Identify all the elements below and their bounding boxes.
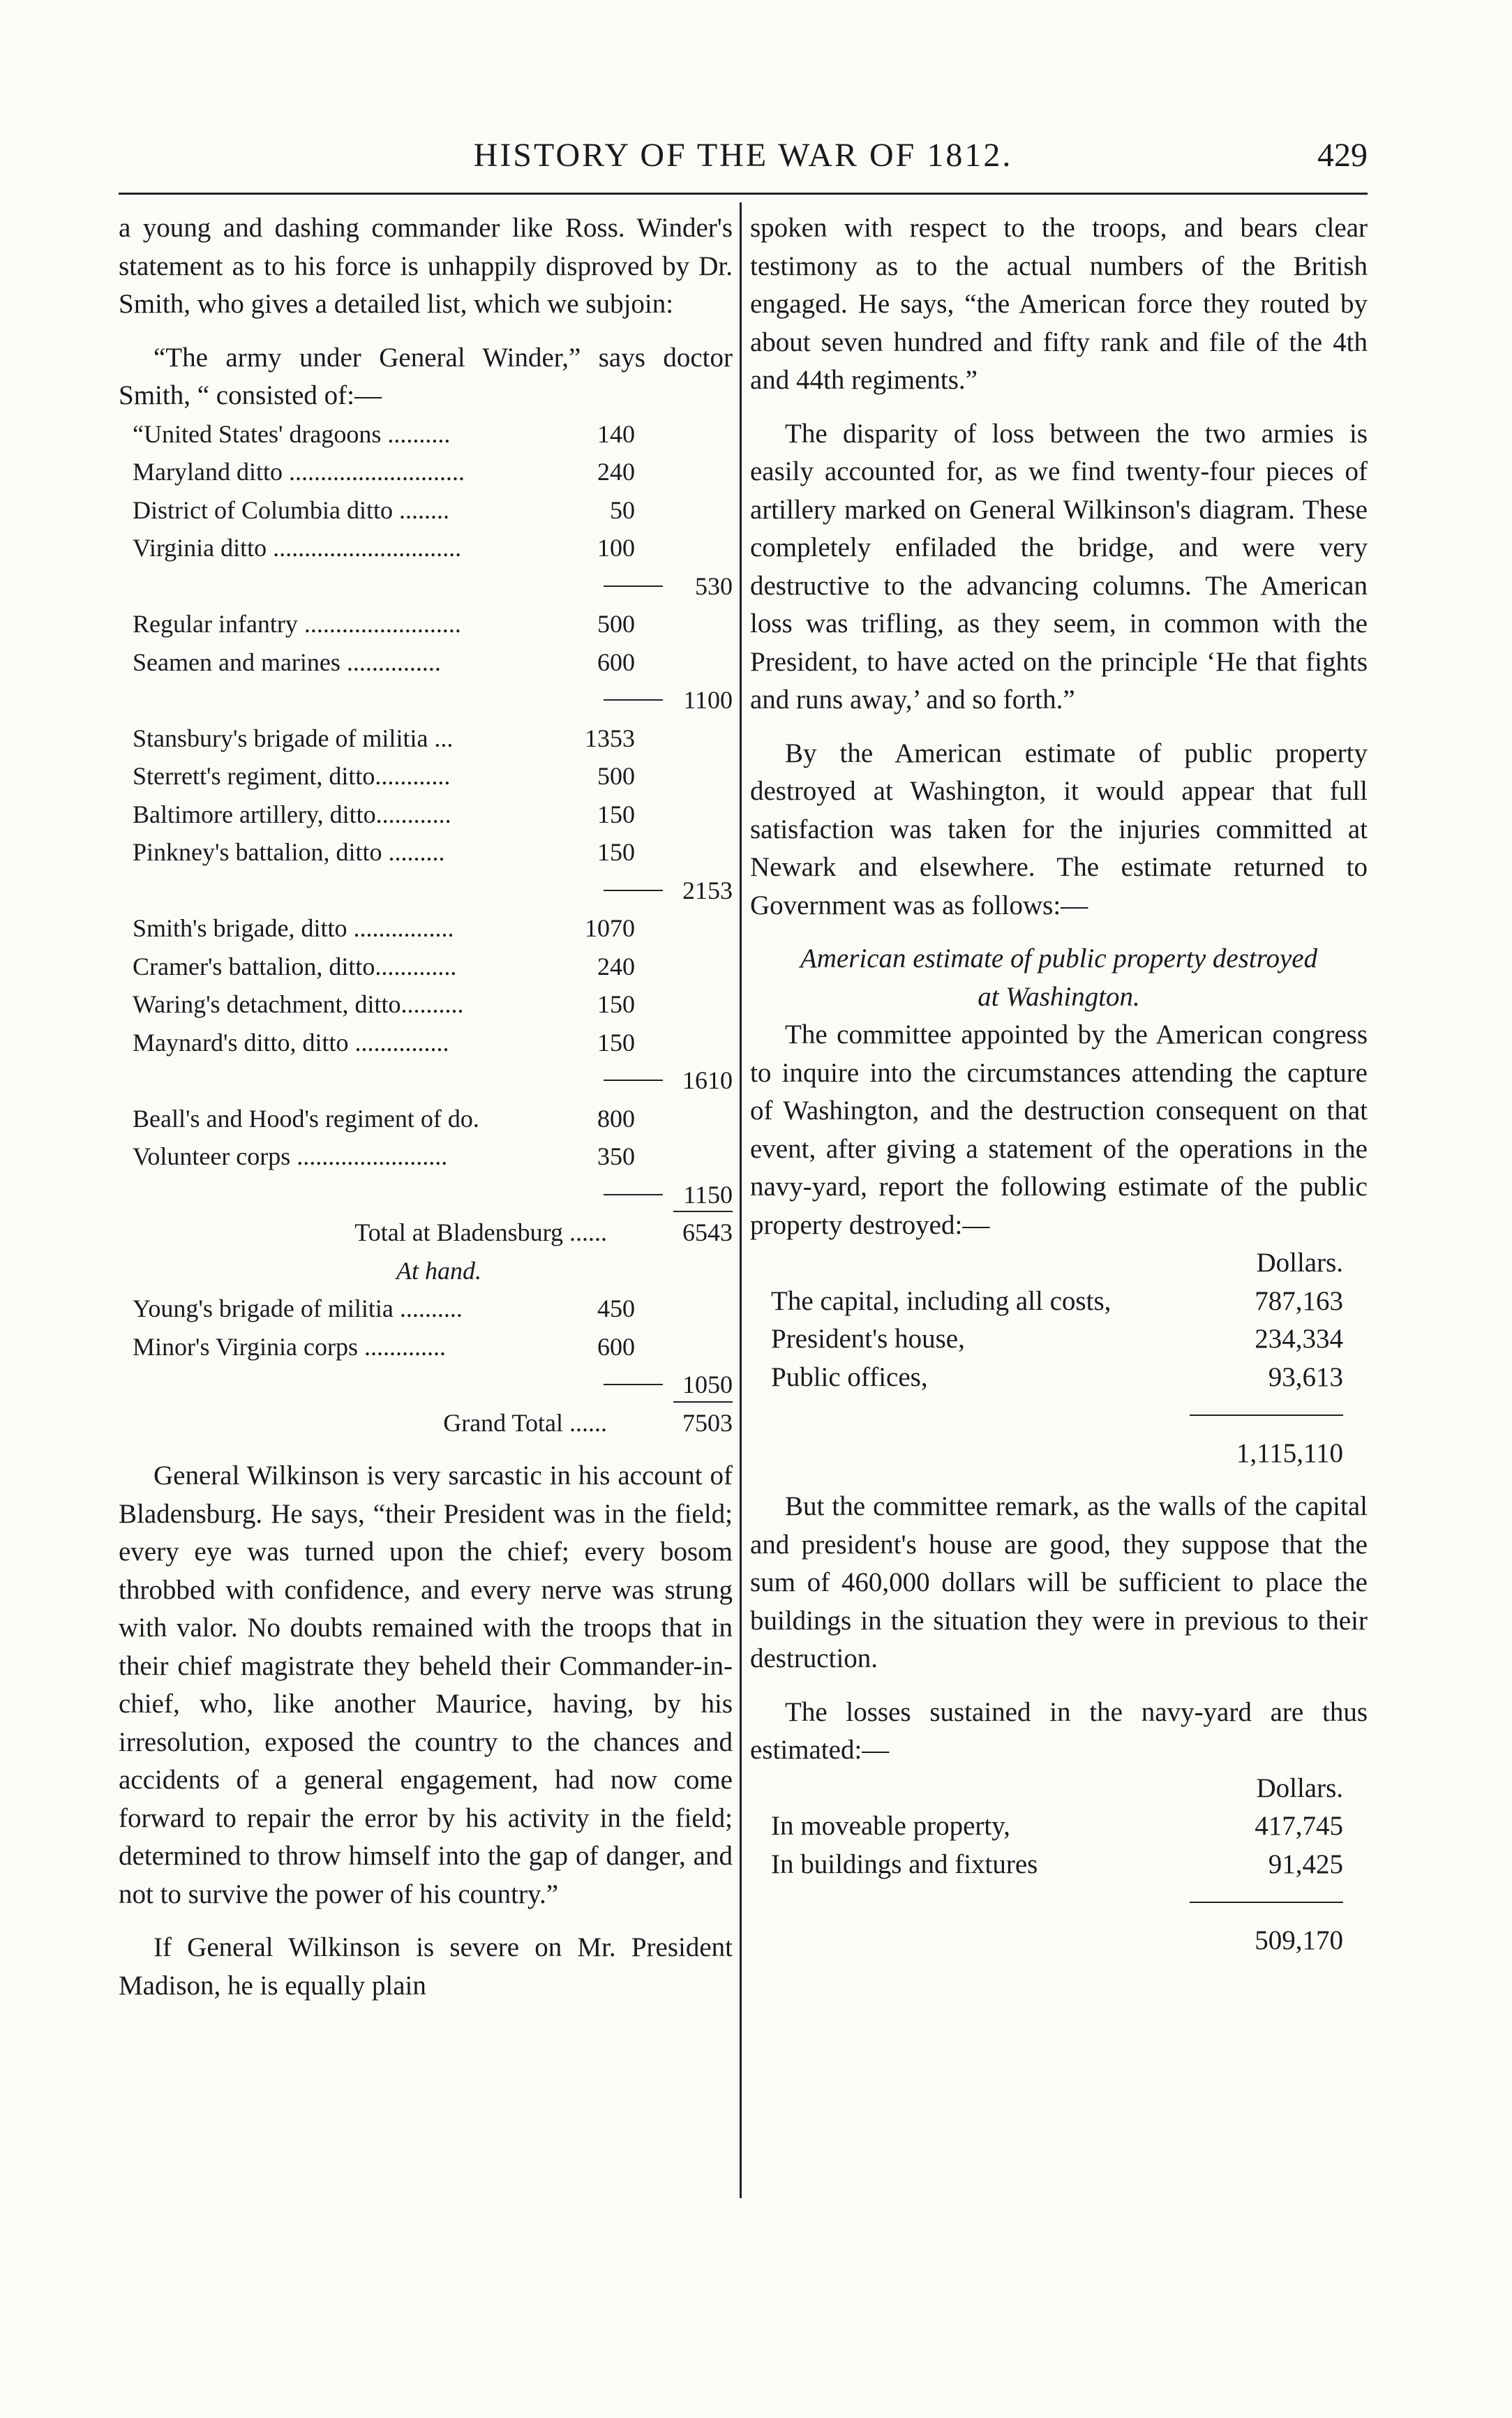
table2-total: 509,170 bbox=[1255, 1925, 1343, 1955]
subtotal-row bbox=[119, 1061, 733, 1100]
subtotal-value: 1150 bbox=[683, 1180, 733, 1209]
unit-count: 350 bbox=[597, 1142, 635, 1170]
table1-label: President's house, bbox=[771, 1324, 965, 1354]
unit-name: Seamen and marines ............... bbox=[133, 648, 441, 676]
unit-name: Sterrett's regiment, ditto............ bbox=[133, 762, 451, 790]
table2-label: In moveable property, bbox=[771, 1811, 1010, 1841]
subtotal-value: 1050 bbox=[682, 1371, 733, 1398]
list-item bbox=[119, 833, 733, 872]
table-row bbox=[750, 1807, 1368, 1846]
unit-name: Young's brigade of militia .......... bbox=[133, 1294, 463, 1322]
list-item bbox=[119, 909, 733, 948]
list-item bbox=[119, 796, 733, 834]
list-item bbox=[119, 1328, 733, 1366]
table2-total-row bbox=[750, 1922, 1368, 1960]
unit-name: “United States' dragoons .......... bbox=[133, 419, 451, 448]
subtotal-rule bbox=[604, 1080, 663, 1081]
unit-count: 1353 bbox=[585, 724, 635, 752]
list-item bbox=[119, 529, 733, 567]
section-label bbox=[119, 1252, 733, 1290]
unit-name: Maryland ditto ............................ bbox=[133, 458, 465, 486]
list-item bbox=[119, 1290, 733, 1328]
page-number: 429 bbox=[1317, 137, 1368, 174]
table-row bbox=[750, 1320, 1368, 1359]
unit-name: Minor's Virginia corps ............. bbox=[133, 1332, 446, 1361]
unit-name: Beall's and Hood's regiment of do. bbox=[133, 1104, 479, 1133]
table2-rule-row bbox=[750, 1883, 1368, 1922]
list-item bbox=[119, 1137, 733, 1176]
committee-paragraph: The committee appointed by the American congress to inquire into the circumstances attending the capture of Washington, and the destruction consequent on that event, after giving a statement of the operations in the navy-yard, report the following estimate of the public property destroyed:— bbox=[750, 1020, 1368, 1240]
table1-total-row bbox=[750, 1435, 1368, 1473]
unit-count: 50 bbox=[610, 495, 635, 524]
subtotal-value: 530 bbox=[695, 572, 733, 600]
wilkinson-paragraph: General Wilkinson is very sarcastic in his account of Bladensburg. He says, “their President was in the field; every eye was turned upon the chief; every bosom throbbed with confidence, and every nerve was strung with valor. No doubts remained with the troops that in their chief magistrate they beheld their Commander-in-chief, who, like another Maurice, having, by his irresolution, exposed the country to the chances and accidents of a general engagement, had now come forward to repair the error by his activity in the field; determined to throw himself into the gap of danger, and not to survive the power of his country.” bbox=[119, 1461, 733, 1909]
unit-count: 240 bbox=[597, 952, 635, 980]
subtotal-value: 1610 bbox=[682, 1066, 733, 1094]
unit-name: Volunteer corps ........................ bbox=[133, 1142, 448, 1170]
header-rule bbox=[119, 193, 1368, 195]
unit-name: Smith's brigade, ditto ................ bbox=[133, 914, 454, 942]
continuation-paragraph: spoken with respect to the troops, and bears clear testimony as to the actual numbers of the British engaged. He says, “the American force they routed by about seven hundred and fifty rank and file of the 4th and 44th regiments.” bbox=[750, 213, 1368, 395]
total-rule bbox=[673, 1401, 733, 1403]
list-item bbox=[119, 415, 733, 454]
quote-intro: “The army under General Winder,” says doctor Smith, “ consisted of:— bbox=[119, 342, 733, 410]
table1-value: 93,613 bbox=[1268, 1361, 1343, 1392]
total-rule bbox=[673, 1211, 733, 1212]
table1-value: 234,334 bbox=[1255, 1324, 1343, 1354]
unit-name: Cramer's battalion, ditto............. bbox=[133, 952, 457, 980]
intro-paragraph: a young and dashing commander like Ross. Winder's statement as to his force is unhappily disproved by Dr. Smith, who gives a detailed list, which we subjoin: bbox=[119, 213, 733, 319]
table-row bbox=[750, 1283, 1368, 1321]
estimate-caption-line1: American estimate of public property destroyed bbox=[800, 943, 1318, 973]
table-row bbox=[750, 1846, 1368, 1884]
table1-label: The capital, including all costs, bbox=[771, 1285, 1111, 1316]
right-column bbox=[750, 209, 1368, 1960]
running-title: HISTORY OF THE WAR OF 1812. bbox=[473, 137, 1013, 174]
table1-value: 787,163 bbox=[1255, 1285, 1343, 1316]
subtotal-rule bbox=[604, 585, 663, 587]
table2-rule bbox=[1190, 1902, 1343, 1903]
total-row bbox=[119, 1404, 733, 1442]
subtotal-row bbox=[119, 872, 733, 910]
subtotal-rule bbox=[604, 1384, 663, 1385]
table2-unit-row bbox=[750, 1770, 1368, 1808]
list-item bbox=[119, 1024, 733, 1062]
list-item bbox=[119, 757, 733, 796]
table2-value: 417,745 bbox=[1255, 1811, 1343, 1841]
subtotal-row bbox=[119, 567, 733, 606]
list-item bbox=[119, 1100, 733, 1138]
page-header bbox=[119, 136, 1368, 185]
unit-name: Regular infantry ......................... bbox=[133, 610, 461, 638]
table1-unit-row bbox=[750, 1244, 1368, 1283]
unit-count: 800 bbox=[597, 1104, 635, 1133]
unit-count: 140 bbox=[597, 419, 635, 448]
unit-name: Baltimore artillery, ditto............ bbox=[133, 800, 451, 828]
subtotal-row bbox=[119, 681, 733, 719]
subtotal-value: 1100 bbox=[683, 686, 733, 714]
unit-name: Waring's detachment, ditto.......... bbox=[133, 990, 464, 1018]
subtotal-rule bbox=[604, 1194, 663, 1195]
unit-count: 150 bbox=[597, 800, 635, 828]
table1-unit: Dollars. bbox=[1256, 1248, 1343, 1278]
subtotal-row bbox=[119, 1176, 733, 1214]
table1-total: 1,115,110 bbox=[1236, 1438, 1343, 1468]
total-value: 7503 bbox=[682, 1408, 733, 1437]
unit-name: District of Columbia ditto ........ bbox=[133, 495, 449, 524]
unit-count: 1070 bbox=[585, 914, 635, 942]
unit-count: 500 bbox=[597, 610, 635, 638]
list-item bbox=[119, 948, 733, 986]
unit-count: 240 bbox=[597, 458, 635, 486]
unit-count: 450 bbox=[597, 1294, 635, 1322]
unit-count: 500 bbox=[597, 762, 635, 790]
estimate-caption-line2: at Washington. bbox=[978, 981, 1140, 1012]
total-value: 6543 bbox=[682, 1218, 733, 1246]
list-item bbox=[119, 453, 733, 491]
unit-count: 150 bbox=[597, 990, 635, 1018]
table-row bbox=[750, 1359, 1368, 1397]
subtotal-value: 2153 bbox=[682, 876, 733, 904]
unit-name: Pinkney's battalion, ditto ......... bbox=[133, 838, 445, 866]
subtotal-row bbox=[119, 1366, 733, 1404]
table2-label: In buildings and fixtures bbox=[771, 1849, 1038, 1879]
total-label: Grand Total ...... bbox=[443, 1408, 607, 1437]
unit-count: 100 bbox=[597, 534, 635, 562]
list-item bbox=[119, 985, 733, 1024]
estimate-intro-paragraph: By the American estimate of public property destroyed at Washington, it would appear that full satisfaction was taken for the injuries committed at Newark and elsewhere. The estimate returned to Government was as follows:— bbox=[750, 738, 1368, 920]
unit-name: Stansbury's brigade of militia ... bbox=[133, 724, 454, 752]
unit-count: 150 bbox=[597, 838, 635, 866]
list-item bbox=[119, 605, 733, 643]
subtotal-rule bbox=[604, 890, 663, 891]
losses-intro-paragraph: The losses sustained in the navy-yard are thus estimated:— bbox=[750, 1696, 1368, 1765]
unit-count: 600 bbox=[597, 648, 635, 676]
list-item bbox=[119, 491, 733, 530]
list-item bbox=[119, 643, 733, 682]
total-label: Total at Bladensburg ...... bbox=[354, 1218, 607, 1246]
total-row bbox=[119, 1214, 733, 1252]
disparity-paragraph: The disparity of loss between the two armies is easily accounted for, as we find twenty-four pieces of artillery marked on General Wilkinson's diagram. These completely enfiladed the bridge, and were very destructive to the advancing columns. The American loss was trifling, as they seem, in common with the President, to have acted on the principle ‘He that fights and runs away,’ and so forth.” bbox=[750, 418, 1368, 715]
left-column bbox=[119, 209, 733, 2005]
table1-rule bbox=[1190, 1415, 1343, 1416]
unit-name: Virginia ditto .............................. bbox=[133, 534, 462, 562]
madison-paragraph: If General Wilkinson is severe on Mr. President Madison, he is equally plain bbox=[119, 1932, 733, 2001]
unit-count: 150 bbox=[597, 1028, 635, 1057]
army-list bbox=[119, 415, 733, 1442]
unit-name: Maynard's ditto, ditto ............... bbox=[133, 1028, 449, 1057]
subtotal-rule bbox=[604, 699, 663, 701]
unit-count: 600 bbox=[597, 1332, 635, 1361]
table1-label: Public offices, bbox=[771, 1361, 928, 1392]
list-item bbox=[119, 719, 733, 758]
table1-rule-row bbox=[750, 1396, 1368, 1435]
committee-remark-paragraph: But the committee remark, as the walls of the capital and president's house are good, they suppose that the sum of 460,000 dollars will be sufficient to place the buildings in the situation they were in previous to their destruction. bbox=[750, 1491, 1368, 1673]
column-rule bbox=[740, 202, 742, 2198]
at-hand-label: At hand. bbox=[396, 1256, 481, 1285]
table2-value: 91,425 bbox=[1268, 1849, 1343, 1879]
table2-unit: Dollars. bbox=[1256, 1773, 1343, 1803]
